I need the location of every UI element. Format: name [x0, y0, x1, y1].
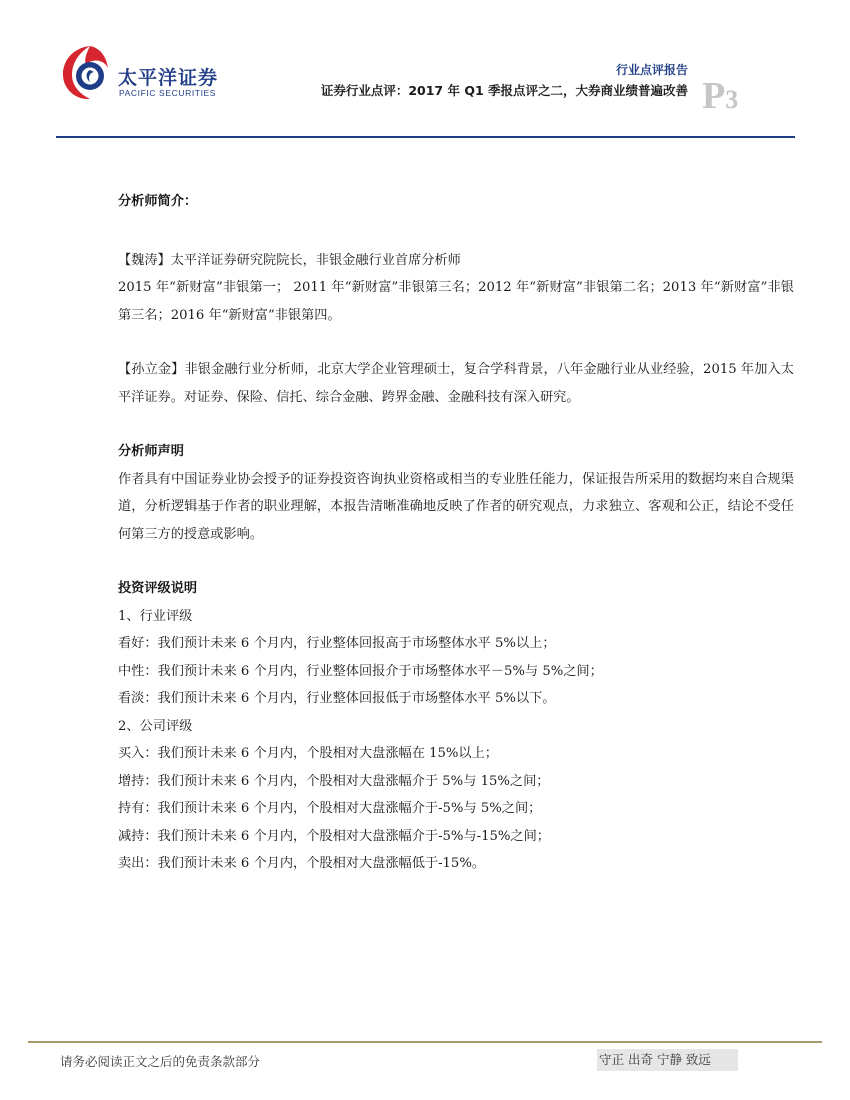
industry-rating-item: 看好：我们预计未来 6 个月内，行业整体回报高于市场整体水平 5%以上； [118, 636, 556, 651]
logo-text-en: PACIFIC SECURITIES [119, 88, 217, 98]
disclaimer-note: 请务必阅读正文之后的免责条款部分 [60, 1054, 261, 1069]
analyst-1-intro [118, 247, 794, 275]
page-body [118, 188, 794, 878]
industry-rating-title: 1、行业评级 [118, 608, 193, 624]
logo-text-cn: 太平洋证券 [118, 67, 219, 89]
company-rating-item: 卖出：我们预计未来 6 个月内，个股相对大盘涨幅低于-15%。 [118, 856, 486, 871]
analyst-2-name: 【孙立金】 [118, 362, 185, 377]
logo-emblem-icon [60, 42, 114, 102]
company-motto: 守正 出奇 宁静 致远 [597, 1049, 738, 1071]
statement-text: 作者具有中国证券业协会授予的证券投资咨询执业资格或相当的专业胜任能力，保证报告所采用的数据均来自合规渠道，分析逻辑基于作者的职业理解，本报告清晰准确地反映了作者的研究观点，力求独立、客观和公正，结论不受任何第三方的授意或影响。 [118, 471, 794, 542]
page-number-value: 3 [725, 85, 739, 114]
company-rating-item: 增持：我们预计未来 6 个月内，个股相对大盘涨幅介于 5%与 15%之间； [118, 773, 550, 789]
analyst-1-title: 太平洋证券研究院院长，非银金融行业首席分析师 [170, 252, 461, 268]
header-divider [56, 136, 795, 138]
industry-rating-item: 看淡：我们预计未来 6 个月内，行业整体回报低于市场整体水平 5%以下。 [118, 691, 556, 706]
report-type: 行业点评报告 [615, 63, 688, 77]
company-rating-item: 持有：我们预计未来 6 个月内，个股相对大盘涨幅介于-5%与 5%之间； [118, 801, 542, 816]
analyst-1-name: 【魏涛】 [118, 252, 171, 268]
analyst-2-intro [118, 356, 794, 411]
company-rating-title: 2、公司评级 [118, 718, 193, 734]
page-letter: P [702, 75, 726, 117]
footer-divider [28, 1041, 822, 1043]
company-rating-item: 减持：我们预计未来 6 个月内，个股相对大盘涨幅介于-5%与-15%之间； [118, 828, 550, 844]
analyst-1-awards: 2015 年“新财富”非银第一； 2011 年“新财富”非银第三名；2012 年“新财富”非银第二名；2013 年“新财富”非银第三名；2016 年“新财富”非银第四。 [118, 280, 794, 323]
analyst-2-bio: 非银金融行业分析师，北京大学企业管理硕士，复合学科背景，八年金融行业从业经验，2015 年加入太平洋证券。对证券、保险、信托、综合金融、跨界金融、金融科技有深入研究。 [118, 362, 794, 405]
page-number [702, 74, 738, 118]
industry-rating-item: 中性：我们预计未来 6 个月内，行业整体回报介于市场整体水平－5%与 5%之间； [118, 663, 603, 679]
ratings-heading: 投资评级说明 [118, 581, 198, 596]
company-rating-item: 买入：我们预计未来 6 个月内，个股相对大盘涨幅在 15%以上； [118, 746, 498, 761]
statement-heading: 分析师声明 [118, 444, 184, 459]
analysts-heading: 分析师简介： [118, 194, 198, 209]
report-title: 证券行业点评：2017 年 Q1 季报点评之二，大券商业绩普遍改善 [320, 83, 688, 98]
